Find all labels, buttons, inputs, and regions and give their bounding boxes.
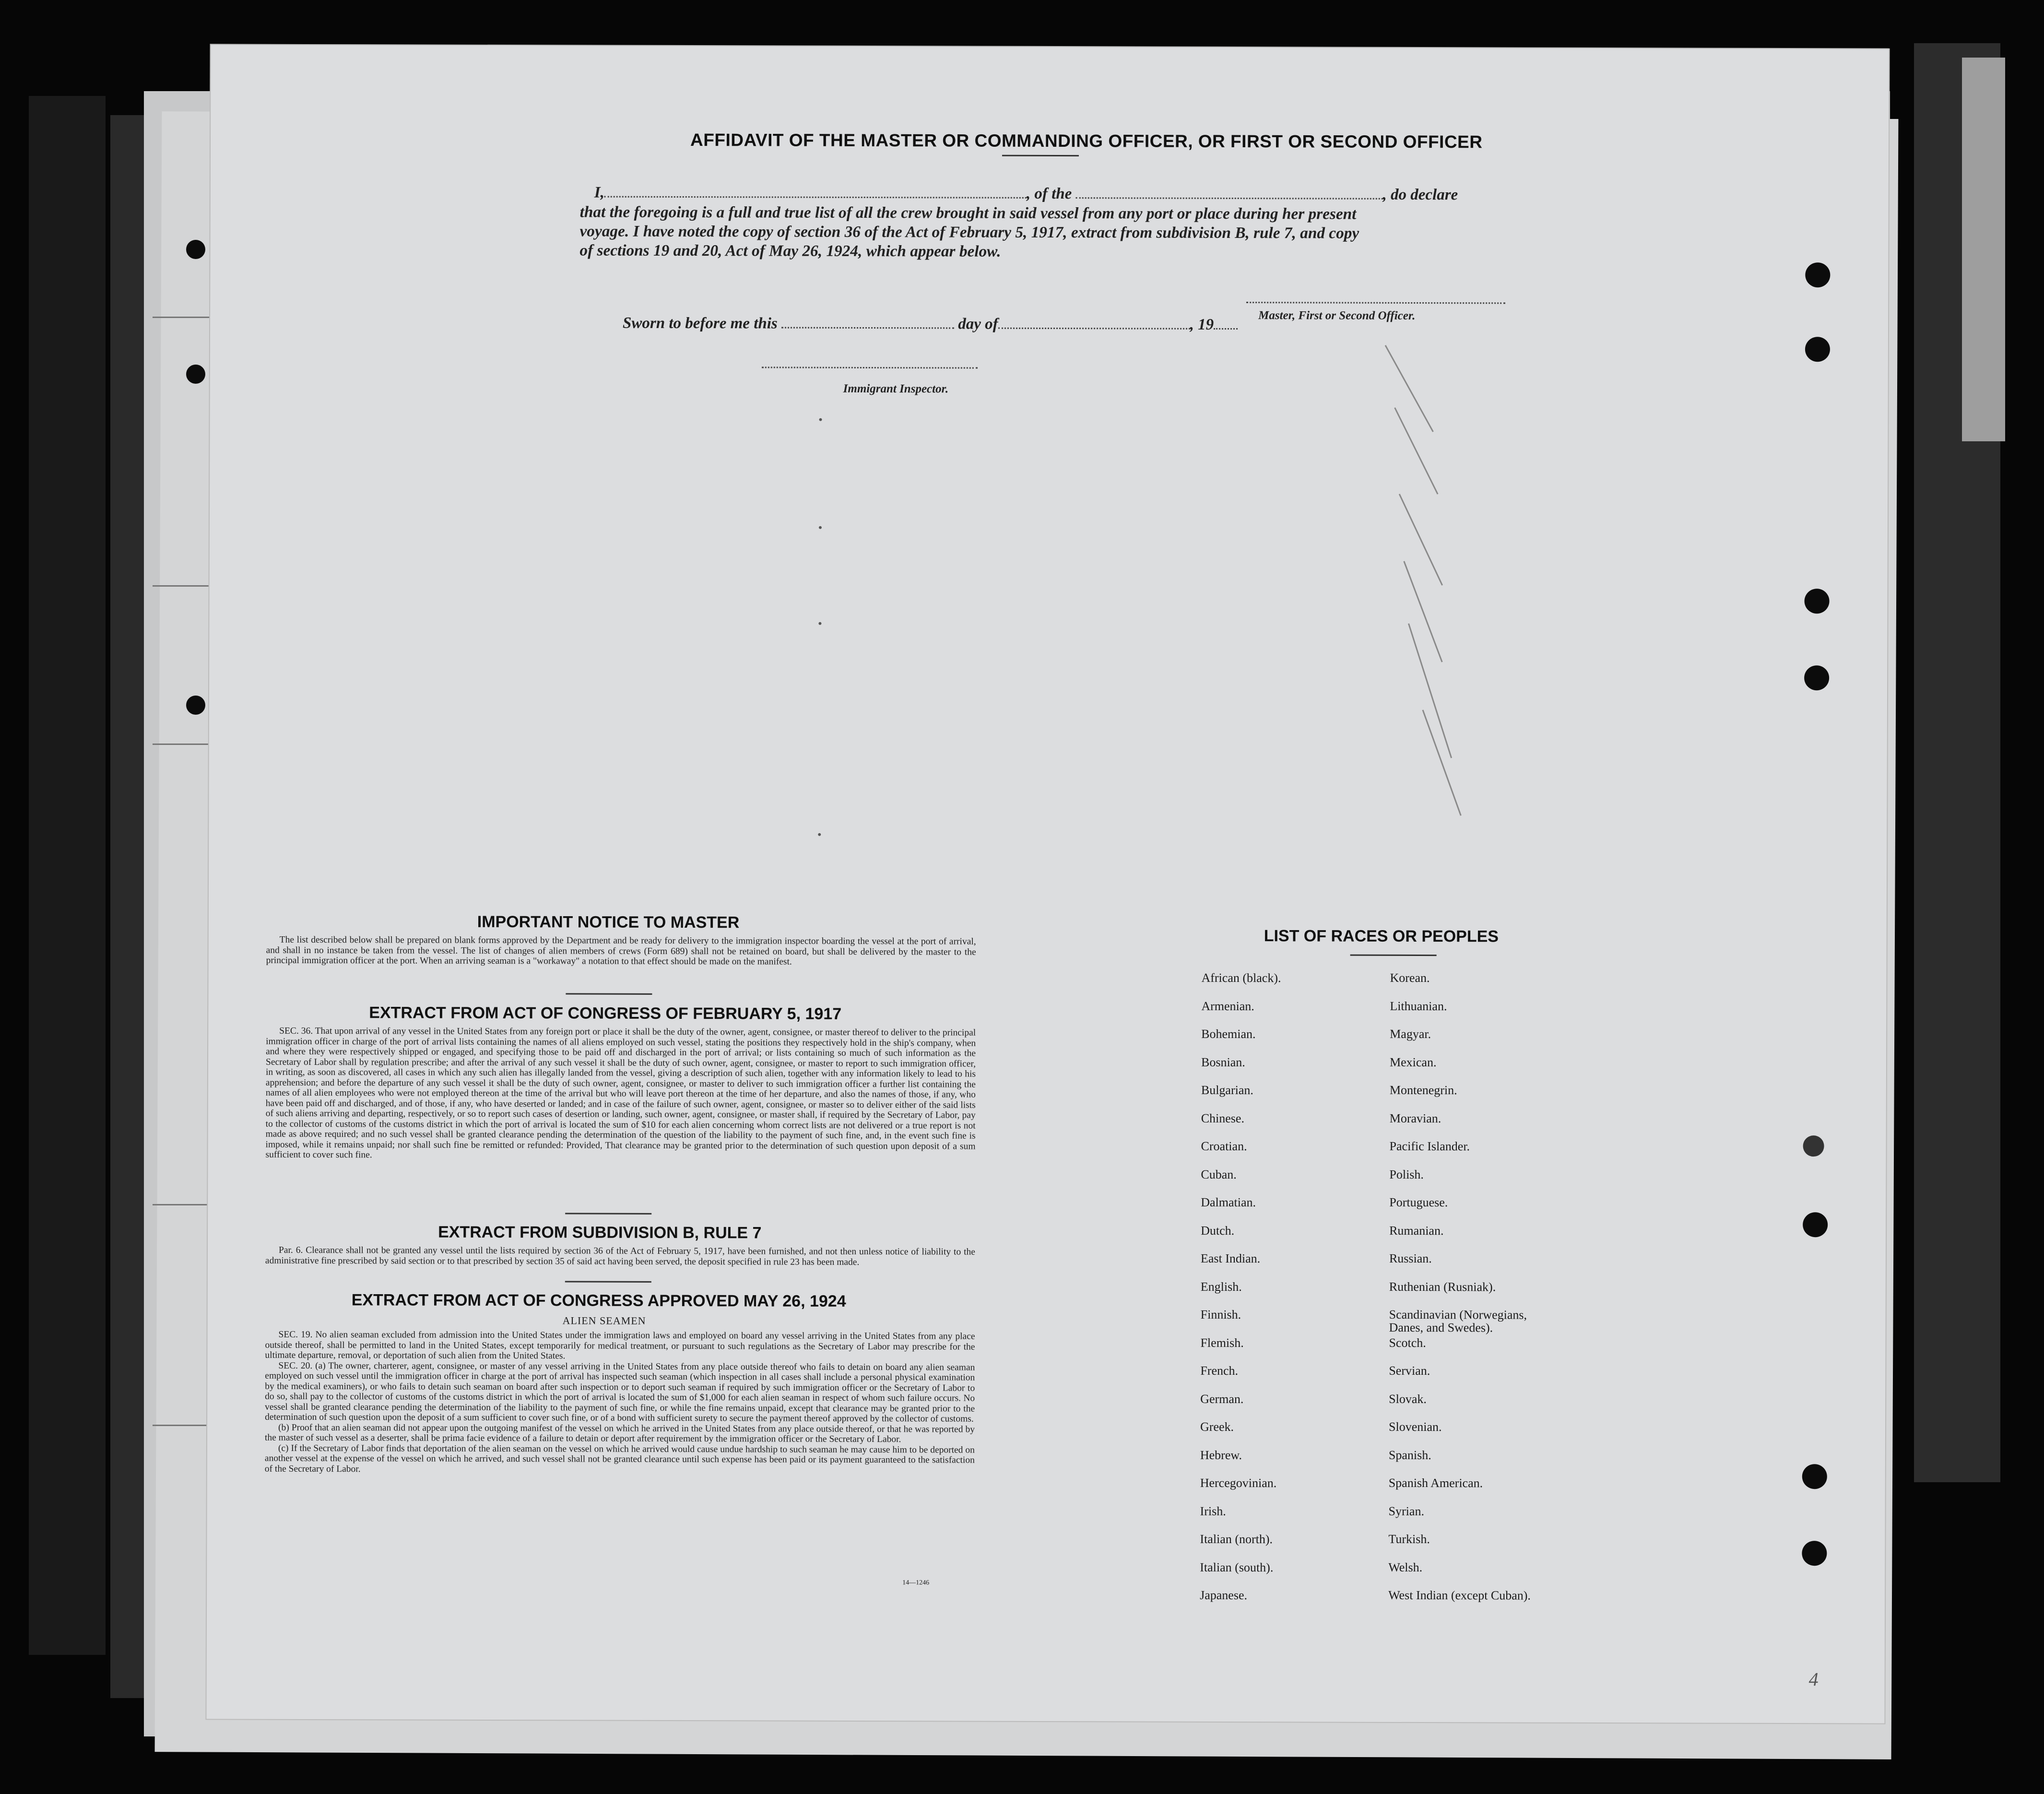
section-rule bbox=[565, 1281, 651, 1282]
race-item: Croatian. bbox=[1201, 1139, 1247, 1154]
race-item: Dalmatian. bbox=[1201, 1195, 1256, 1210]
race-item: Scandinavian (Norwegians, Danes, and Swedes). bbox=[1389, 1307, 1527, 1335]
race-item: Irish. bbox=[1200, 1504, 1226, 1518]
extract-1924-text bbox=[265, 1330, 975, 1476]
ruled-line bbox=[153, 744, 215, 745]
punch-hole bbox=[1805, 337, 1830, 362]
race-item: Pacific Islander. bbox=[1389, 1139, 1470, 1154]
race-item: Greek. bbox=[1200, 1419, 1234, 1434]
race-item: Armenian. bbox=[1201, 999, 1254, 1013]
race-item: German. bbox=[1200, 1392, 1244, 1406]
races-right-column bbox=[211, 45, 1889, 49]
bleed-mark bbox=[818, 833, 821, 836]
sworn-label: Sworn to before me this bbox=[623, 314, 778, 332]
race-item: Polish. bbox=[1389, 1167, 1424, 1181]
punch-hole bbox=[1803, 1212, 1828, 1237]
sec-36-paragraph: SEC. 36. That upon arrival of any vessel in the United States from any foreign port or place it shall be the duty of the owner, agent, consignee, or master thereof to deliver to the principal immigration officer in charge of the port of arrival lists containing the names of all aliens employed on such vessel, stating the positions they respectively hold in the ship's company, when and where they were respectively shipped or engaged, and specifying those to be paid off and discharged in the port of arrival; or lists containing so much of such information as the Secretary of Labor shall by regulation prescribe; and after the arrival of any such vessel it shall be the duty of such owner, agent, consignee, or master to report to such immigration officer, in writing, as soon as discovered, all cases in which any such alien has illegally landed from the vessel, giving a description of such alien, together with any information likely to lead to his apprehension; and before the departure of any such vessel it shall be the duty of such owner, agent, consignee, or master to deliver to such immigration officer a further list containing the names of all alien employees who were not employed thereon at the time of the arrival but who will leave port thereon at the time of her departure, and also the names of those, if any, who have been paid off and discharged, and of those, if any, who have deserted or landed; and in case of the failure of such owner, agent, consignee, or master so to deliver either of the said lists of such aliens arriving and departing, respectively, or so to report such cases of desertion or landing, such owner, agent, consignee, or master shall, if required by the Secretary of Labor, pay to the collector of customs of the customs district in which the port of arrival is located the sum of $10 for each alien concerning whom correct lists are not delivered or a true report is not made as above required; and no such vessel shall be granted clearance pending the determination of the question of the liability to the payment of such fine, and, in the event such fine is imposed, while it remains unpaid; nor shall such fine be remitted or refunded: Provided, That clearance may be granted prior to the determination of such question upon deposit of a sum sufficient to cover such fine. bbox=[265, 1026, 976, 1160]
day-of-label: day of bbox=[958, 315, 998, 333]
race-item: East Indian. bbox=[1200, 1251, 1261, 1266]
title-rule bbox=[1002, 155, 1079, 156]
inspector-signature-line[interactable] bbox=[762, 366, 978, 368]
punch-hole bbox=[1804, 589, 1829, 614]
race-item: English. bbox=[1200, 1279, 1242, 1294]
section-rule bbox=[566, 993, 652, 994]
name-blank[interactable] bbox=[604, 185, 1027, 199]
notice-paragraph: The list described below shall be prepared on blank forms approved by the Department and be ready for delivery to the immigration inspector boarding the vessel at the port of arrival, and shall in no instance be taken from the vessel. The list of changes of alien members of crews (Form 689) shall not be retained on board, but shall be delivered by the master to the principal immigration officer at the port. When an arriving seaman is a "workaway" a notation to that effect should be made on the manifest. bbox=[266, 934, 976, 967]
declaration-line-2: that the foregoing is a full and true list of all the crew brought in said vessel from any port or place during her present bbox=[579, 203, 1357, 223]
declaration-line-1 bbox=[594, 184, 1458, 204]
race-item: Spanish American. bbox=[1388, 1475, 1483, 1490]
race-item: Bosnian. bbox=[1201, 1055, 1245, 1069]
race-item: Italian (north). bbox=[1200, 1532, 1273, 1546]
left-dark-edge bbox=[29, 96, 106, 1655]
notice-title: IMPORTANT NOTICE TO MASTER bbox=[477, 912, 740, 932]
alien-seamen-subtitle: ALIEN SEAMEN bbox=[562, 1314, 646, 1327]
master-signature-line[interactable] bbox=[1246, 302, 1505, 304]
race-item: Dutch. bbox=[1201, 1223, 1235, 1238]
extract-1917-title: EXTRACT FROM ACT OF CONGRESS OF FEBRUARY 5, 1917 bbox=[369, 1003, 842, 1023]
punch-hole bbox=[186, 696, 205, 715]
sec-20b-paragraph: (b) Proof that an alien seaman did not appear upon the outgoing manifest of the vessel on which he arrived in the United States from any place outside thereof, or that he was reported by the master of such vessel as a deserter, shall be prima facie evidence of a failure to detain or deport after requirement by the immigration officer or the Secretary of Labor. bbox=[264, 1422, 975, 1445]
race-item: Korean. bbox=[1390, 970, 1430, 985]
race-item: French. bbox=[1200, 1363, 1239, 1378]
race-item: Chinese. bbox=[1201, 1111, 1245, 1125]
sec-20a-paragraph: SEC. 20. (a) The owner, charterer, agent, consignee, or master of any vessel arriving in the United States from any place outside thereof who fails to detain on board any alien seaman employed on such vessel until the immigration officer in charge at the port of arrival has inspected such seaman (which inspection in all cases shall include a personal physical examination by the medical examiners), or who fails to detain such seaman on board after such inspection or to deport such seaman if required by such immigration officer or the Secretary of Labor to do so, shall pay to the collector of customs of the customs district in which the port of arrival is located the sum of $1,000 for each alien seaman in respect of whom such failure occurs. No vessel shall be granted clearance pending the determination of the liability to the payment of such fine, or while the fine remains unpaid, except that clearance may be granted prior to the determination of such question upon the deposit of a sum sufficient to cover such fine, or of a bond with sufficient surety to secure the payment thereof approved by the collector of customs. bbox=[265, 1360, 975, 1424]
race-item: Mexican. bbox=[1389, 1055, 1437, 1069]
race-item: Portuguese. bbox=[1389, 1195, 1448, 1210]
race-item: Lithuanian. bbox=[1390, 999, 1447, 1013]
race-item: Magyar. bbox=[1390, 1027, 1431, 1041]
ruled-line bbox=[153, 317, 215, 318]
bleed-mark bbox=[819, 418, 822, 421]
vessel-blank[interactable] bbox=[1076, 186, 1383, 200]
ruled-line bbox=[153, 585, 215, 587]
master-caption: Master, First or Second Officer. bbox=[1258, 309, 1416, 323]
race-item: Turkish. bbox=[1388, 1532, 1430, 1546]
race-item: Cuban. bbox=[1201, 1167, 1237, 1181]
race-item: West Indian (except Cuban). bbox=[1388, 1588, 1531, 1603]
sec-19-paragraph: SEC. 19. No alien seaman excluded from admission into the United States under the immigration laws and employed on board any vessel arriving in the United States from any place outside thereof, shall be permitted to land in the United States, except temporarily for medical treatment, or pursuant to such regulations as the Secretary of Labor may prescribe for the ultimate departure, removal, or deportation of such alien from the United States. bbox=[265, 1329, 975, 1361]
rule7-title: EXTRACT FROM SUBDIVISION B, RULE 7 bbox=[438, 1223, 762, 1242]
ruled-line bbox=[153, 1204, 215, 1205]
race-item: Spanish. bbox=[1388, 1448, 1431, 1462]
declaration-line-3: voyage. I have noted the copy of section 36 of the Act of February 5, 1917, extract from subdivision B, rule 7, and copy bbox=[579, 222, 1359, 242]
races-left-column bbox=[211, 45, 1889, 49]
race-item: Rumanian. bbox=[1389, 1223, 1444, 1238]
do-declare-label: , do declare bbox=[1382, 186, 1458, 204]
race-item: Moravian. bbox=[1389, 1111, 1441, 1125]
race-item: Scotch. bbox=[1389, 1335, 1426, 1350]
document-page bbox=[206, 45, 1889, 1723]
punch-hole bbox=[1802, 1541, 1827, 1566]
punch-hole bbox=[186, 365, 205, 384]
right-sheet-edge bbox=[1962, 58, 2005, 441]
handwritten-mark: 4 bbox=[1808, 1668, 1819, 1690]
race-item: Russian. bbox=[1389, 1251, 1432, 1266]
race-item: Bulgarian. bbox=[1201, 1083, 1253, 1098]
race-item: Syrian. bbox=[1388, 1504, 1425, 1518]
race-item: Hebrew. bbox=[1200, 1448, 1242, 1462]
race-item: Servian. bbox=[1389, 1363, 1430, 1378]
diagonal-pencil-strokes bbox=[1379, 336, 1582, 984]
sworn-line bbox=[623, 315, 1238, 334]
of-the-label: , of the bbox=[1026, 185, 1072, 203]
i-label: I, bbox=[594, 184, 604, 201]
race-item: Montenegrin. bbox=[1389, 1083, 1457, 1098]
rule7-text bbox=[265, 1245, 975, 1268]
form-number: 14—1246 bbox=[902, 1579, 930, 1587]
race-item: Ruthenian (Rusniak). bbox=[1389, 1279, 1496, 1294]
section-rule bbox=[565, 1213, 651, 1214]
race-item: Slovak. bbox=[1389, 1392, 1427, 1406]
year-blank[interactable] bbox=[1214, 317, 1238, 330]
extract-1917-text bbox=[265, 1026, 976, 1162]
punch-hole bbox=[1805, 262, 1830, 287]
race-item: Flemish. bbox=[1200, 1335, 1244, 1350]
race-item: Welsh. bbox=[1388, 1560, 1423, 1574]
punch-hole bbox=[186, 240, 205, 259]
race-item: Hercegovinian. bbox=[1200, 1475, 1277, 1490]
punch-hole bbox=[1803, 1135, 1824, 1157]
bleed-mark bbox=[819, 526, 822, 529]
extract-1924-title: EXTRACT FROM ACT OF CONGRESS APPROVED MAY 26, 1924 bbox=[351, 1291, 846, 1310]
race-item: Bohemian. bbox=[1201, 1027, 1256, 1041]
day-blank[interactable] bbox=[781, 316, 954, 329]
sec-20c-paragraph: (c) If the Secretary of Labor finds that deportation of the alien seaman on the vessel on which he arrived would cause undue hardship to such seaman he may cause him to be deported on another vessel at the expense of the vessel on which he arrived, and such vessel shall not be granted clearance until such expense has been paid or its payment guaranteed to the satisfaction of the Secretary of Labor. bbox=[264, 1443, 975, 1474]
race-item: Italian (south). bbox=[1200, 1560, 1274, 1574]
month-blank[interactable] bbox=[998, 316, 1190, 330]
ruled-line bbox=[153, 1425, 215, 1426]
punch-hole bbox=[1804, 665, 1829, 690]
race-item: Slovenian. bbox=[1389, 1419, 1442, 1434]
bleed-mark bbox=[818, 622, 821, 625]
inspector-caption: Immigrant Inspector. bbox=[843, 382, 949, 396]
race-item: African (black). bbox=[1201, 970, 1281, 985]
year-label: , 19 bbox=[1190, 316, 1214, 333]
notice-text bbox=[266, 935, 976, 968]
race-item: Finnish. bbox=[1200, 1307, 1241, 1322]
races-title: LIST OF RACES OR PEOPLES bbox=[1264, 927, 1499, 946]
declaration-line-4: of sections 19 and 20, Act of May 26, 1924, which appear below. bbox=[579, 241, 1001, 260]
affidavit-title: AFFIDAVIT OF THE MASTER OR COMMANDING OFFICER, OR FIRST OR SECOND OFFICER bbox=[690, 130, 1483, 152]
par-6-paragraph: Par. 6. Clearance shall not be granted any vessel until the lists required by section 36 of the Act of February 5, 1917, have been furnished, and not then unless notice of liability to the administrative fine prescribed by said section or to that prescribed by section 35 of said act having been served, the deposit specified in rule 23 has been made. bbox=[265, 1245, 976, 1267]
race-item: Japanese. bbox=[1200, 1588, 1248, 1603]
punch-hole bbox=[1802, 1464, 1827, 1489]
